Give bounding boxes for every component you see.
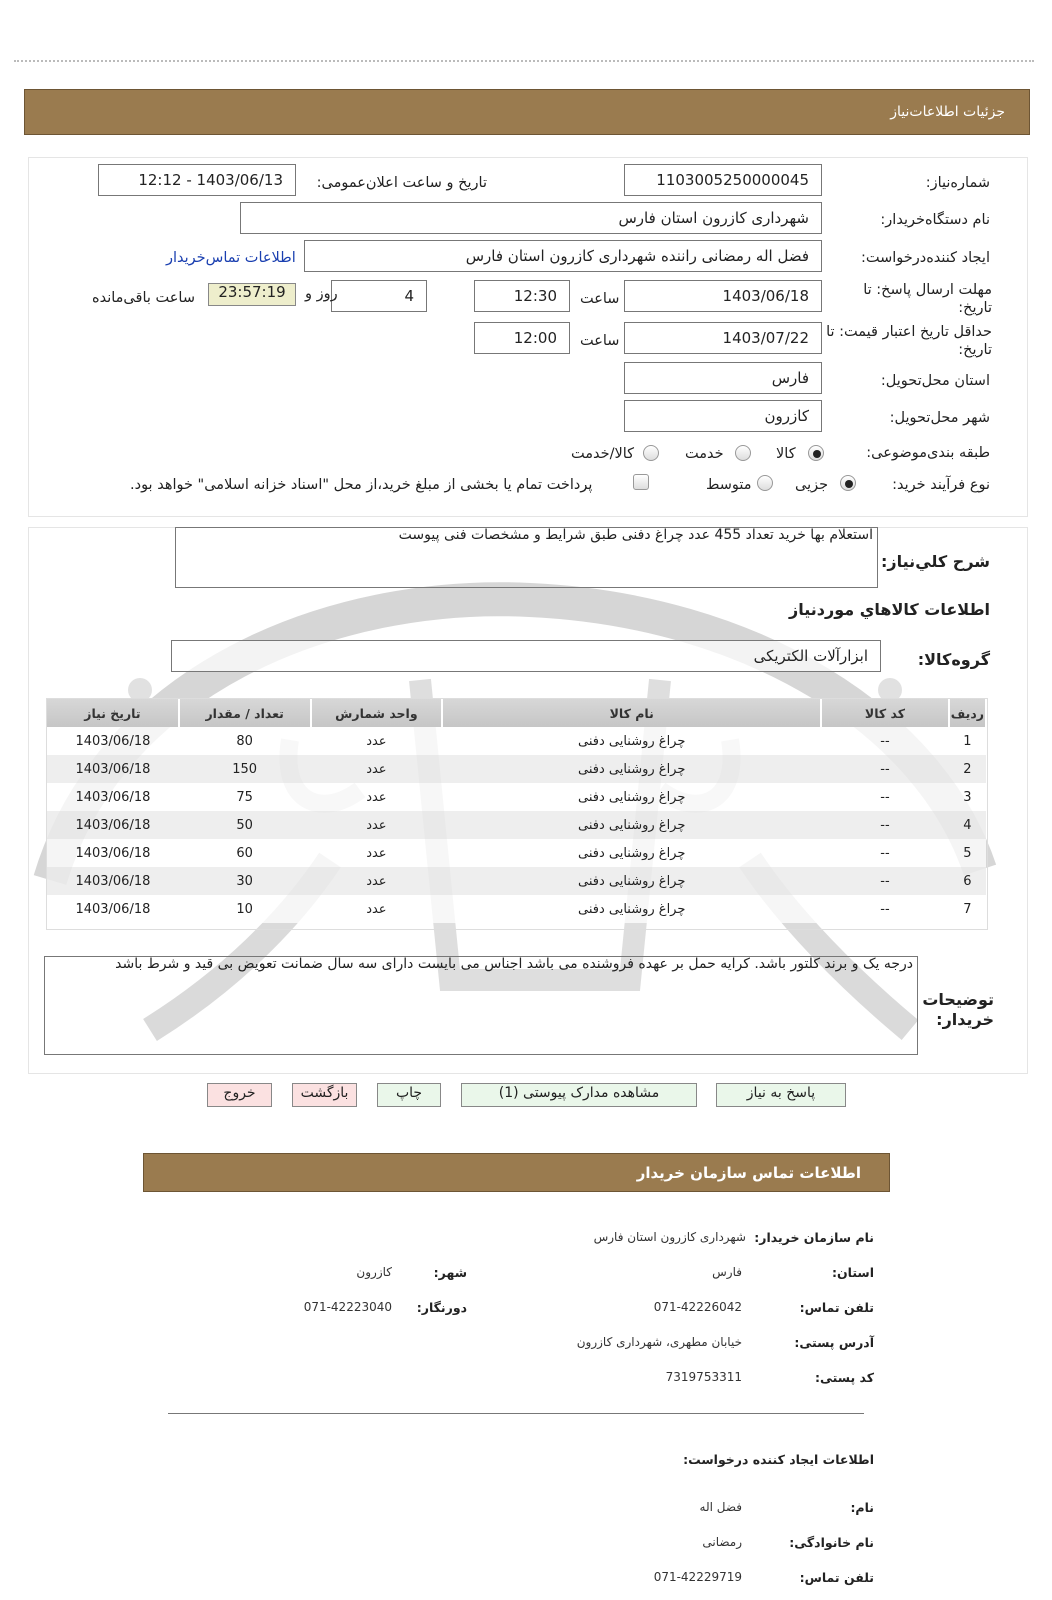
days-field: 4 — [331, 280, 427, 312]
cell-item-code: -- — [821, 867, 949, 895]
category-option-service: خدمت — [685, 446, 724, 462]
cell-row-number: 7 — [949, 895, 986, 923]
creator-info-title: اطلاعات ایجاد کننده درخواست: — [683, 1452, 874, 1467]
col-unit: واحد شمارش — [311, 699, 443, 727]
province-label: استان محل‌تحویل: — [880, 373, 990, 389]
deadline-label: مهلت ارسال پاسخ: تا تاریخ: — [863, 282, 992, 316]
buyer-notes-label: توضیحات خریدار: — [922, 990, 994, 1029]
cell-row-number: 4 — [949, 811, 986, 839]
need-number-label: شماره‌نیاز: — [925, 175, 990, 191]
days-label: روز و — [305, 286, 338, 302]
announce-date-field: 1403/06/13 - 12:12 — [98, 164, 296, 196]
buyer-org-label: نام دستگاه‌خریدار: — [880, 212, 990, 228]
validity-label: حداقل تاریخ اعتبار قیمت: تا تاریخ: — [826, 324, 992, 358]
category-option-goods: کالا — [776, 446, 796, 462]
buyer-org-field: شهرداری کازرون استان فارس — [240, 202, 822, 234]
cell-item-code: -- — [821, 727, 949, 755]
contact-city-value: کازرون — [356, 1265, 392, 1279]
cell-item-name: چراغ روشنایی دفنی — [442, 727, 821, 755]
cell-quantity: 10 — [179, 895, 311, 923]
contact-org-label: نام سازمان خریدار: — [754, 1230, 874, 1245]
items-table — [47, 699, 987, 923]
contact-org-value: شهرداری کازرون استان فارس — [593, 1230, 746, 1244]
exit-button[interactable]: خروج — [207, 1083, 272, 1107]
creator-last-name-value: رمضانی — [702, 1535, 742, 1549]
buyer-contact-header — [143, 1153, 890, 1192]
cell-need-date: 1403/06/18 — [47, 895, 179, 923]
treasury-payment-note: پرداخت تمام یا بخشی از مبلغ خرید،از محل "اسناد خزانه اسلامی" خواهد بود. — [130, 477, 593, 493]
col-item-code: کد کالا — [821, 699, 949, 727]
category-radio-goods[interactable] — [808, 445, 824, 461]
deadline-date-field: 1403/06/18 — [624, 280, 822, 312]
contact-address-value: خیابان مطهری، شهرداری کازرون — [576, 1335, 742, 1349]
cell-unit: عدد — [311, 727, 443, 755]
treasury-payment-checkbox[interactable] — [633, 474, 649, 490]
group-label: گروه‌کالا: — [917, 650, 990, 669]
creator-phone-value: 071-42229719 — [653, 1570, 742, 1584]
cell-quantity: 50 — [179, 811, 311, 839]
cell-need-date: 1403/06/18 — [47, 811, 179, 839]
cell-item-code: -- — [821, 839, 949, 867]
cell-need-date: 1403/06/18 — [47, 783, 179, 811]
cell-need-date: 1403/06/18 — [47, 755, 179, 783]
contact-address-label: آدرس پستی: — [794, 1335, 874, 1350]
cell-item-name: چراغ روشنایی دفنی — [442, 811, 821, 839]
buyer-contact-title: اطلاعات تماس سازمان خریدار — [636, 1164, 861, 1182]
creator-first-name-label: نام: — [850, 1500, 874, 1515]
cell-need-date: 1403/06/18 — [47, 839, 179, 867]
remaining-timer: 23:57:19 — [208, 283, 296, 306]
summary-textarea[interactable]: استعلام بها خرید تعداد 455 عدد چراغ دفنی طبق شرایط و مشخصات فنی پیوست — [175, 527, 878, 588]
cell-item-name: چراغ روشنایی دفنی — [442, 783, 821, 811]
cell-quantity: 75 — [179, 783, 311, 811]
cell-item-code: -- — [821, 755, 949, 783]
contact-province-value: فارس — [712, 1265, 742, 1279]
table-row — [47, 783, 986, 811]
cell-need-date: 1403/06/18 — [47, 867, 179, 895]
col-quantity: تعداد / مقدار — [179, 699, 311, 727]
top-divider — [14, 60, 1034, 62]
contact-phone-label: تلفن تماس: — [799, 1300, 874, 1315]
cell-item-code: -- — [821, 783, 949, 811]
col-need-date: تاریخ نیاز — [47, 699, 179, 727]
need-number-field: 1103005250000045 — [624, 164, 822, 196]
process-option-medium: متوسط — [706, 477, 752, 493]
table-row — [47, 867, 986, 895]
category-option-goods-service: کالا/خدمت — [571, 446, 635, 462]
back-button[interactable]: بازگشت — [292, 1083, 357, 1107]
contact-city-label: شهر: — [433, 1265, 467, 1280]
reply-button[interactable]: پاسخ به نیاز — [716, 1083, 846, 1107]
page-header — [24, 89, 1030, 135]
province-field: فارس — [624, 362, 822, 394]
view-attachments-button[interactable]: مشاهده مدارک پیوستی (1) — [461, 1083, 697, 1107]
items-heading: اطلاعات کالاهاي موردنياز — [789, 600, 990, 619]
cell-item-name: چراغ روشنایی دفنی — [442, 839, 821, 867]
process-option-minor: جزیی — [795, 477, 829, 493]
table-row — [47, 839, 986, 867]
creator-phone-label: تلفن تماس: — [799, 1570, 874, 1585]
cell-row-number: 6 — [949, 867, 986, 895]
buyer-contact-link[interactable]: اطلاعات تماس‌خریدار — [166, 250, 296, 266]
cell-item-code: -- — [821, 895, 949, 923]
col-row-number: ردیف — [949, 699, 986, 727]
category-label: طبقه بندی‌موضوعی: — [866, 445, 990, 461]
group-field: ابزارآلات الکتریکی — [171, 640, 881, 672]
table-row — [47, 755, 986, 783]
cell-item-name: چراغ روشنایی دفنی — [442, 895, 821, 923]
table-row — [47, 811, 986, 839]
cell-quantity: 60 — [179, 839, 311, 867]
cell-unit: عدد — [311, 811, 443, 839]
cell-need-date: 1403/06/18 — [47, 727, 179, 755]
deadline-time-label: ساعت — [580, 291, 620, 307]
contact-fax-value: 071-42223040 — [303, 1300, 392, 1314]
creator-field: فضل اله رمضانی راننده شهرداری کازرون استان فارس — [304, 240, 822, 272]
cell-unit: عدد — [311, 839, 443, 867]
page-title: جزئیات اطلاعات‌نیاز — [890, 104, 1005, 120]
creator-last-name-label: نام خانوادگی: — [789, 1535, 874, 1550]
cell-unit: عدد — [311, 783, 443, 811]
contact-postal-label: کد پستی: — [814, 1370, 874, 1385]
contact-divider — [168, 1413, 864, 1414]
process-label: نوع فرآیند خرید: — [892, 477, 990, 493]
col-item-name: نام کالا — [442, 699, 821, 727]
cell-row-number: 5 — [949, 839, 986, 867]
process-radio-minor[interactable] — [840, 475, 856, 491]
cell-unit: عدد — [311, 895, 443, 923]
contact-province-label: استان: — [831, 1265, 874, 1280]
cell-quantity: 80 — [179, 727, 311, 755]
table-row — [47, 895, 986, 923]
remaining-label: ساعت باقی‌مانده — [92, 290, 195, 306]
creator-label: ایجاد کننده‌درخواست: — [861, 250, 990, 266]
creator-first-name-value: فضل اله — [699, 1500, 742, 1514]
city-label: شهر محل‌تحویل: — [889, 410, 990, 426]
category-radio-service[interactable] — [735, 445, 751, 461]
print-button[interactable]: چاپ — [377, 1083, 441, 1107]
contact-fax-label: دورنگار: — [416, 1300, 467, 1315]
announce-date-label: تاریخ و ساعت اعلان‌عمومی: — [316, 175, 487, 191]
validity-time-label: ساعت — [580, 333, 620, 349]
summary-label: شرح کلي‌نیاز: — [881, 552, 990, 571]
table-header-row — [47, 699, 986, 727]
cell-row-number: 3 — [949, 783, 986, 811]
cell-unit: عدد — [311, 867, 443, 895]
cell-quantity: 150 — [179, 755, 311, 783]
validity-date-field: 1403/07/22 — [624, 322, 822, 354]
validity-time-field: 12:00 — [474, 322, 570, 354]
cell-item-code: -- — [821, 811, 949, 839]
items-table-wrapper — [46, 698, 988, 930]
cell-item-name: چراغ روشنایی دفنی — [442, 867, 821, 895]
buyer-notes-textarea[interactable]: درجه یک و برند کلتور باشد. کرایه حمل بر عهده فروشنده می باشد اجناس می بایست دارای سه سال ضمانت تعویض بی قید و شرط باشد — [44, 956, 918, 1055]
contact-postal-value: 7319753311 — [665, 1370, 742, 1384]
cell-row-number: 2 — [949, 755, 986, 783]
cell-unit: عدد — [311, 755, 443, 783]
cell-item-name: چراغ روشنایی دفنی — [442, 755, 821, 783]
process-radio-medium[interactable] — [757, 475, 773, 491]
table-row — [47, 727, 986, 755]
category-radio-goods-service[interactable] — [643, 445, 659, 461]
contact-phone-value: 071-42226042 — [653, 1300, 742, 1314]
city-field: کازرون — [624, 400, 822, 432]
deadline-time-field: 12:30 — [474, 280, 570, 312]
cell-quantity: 30 — [179, 867, 311, 895]
cell-row-number: 1 — [949, 727, 986, 755]
